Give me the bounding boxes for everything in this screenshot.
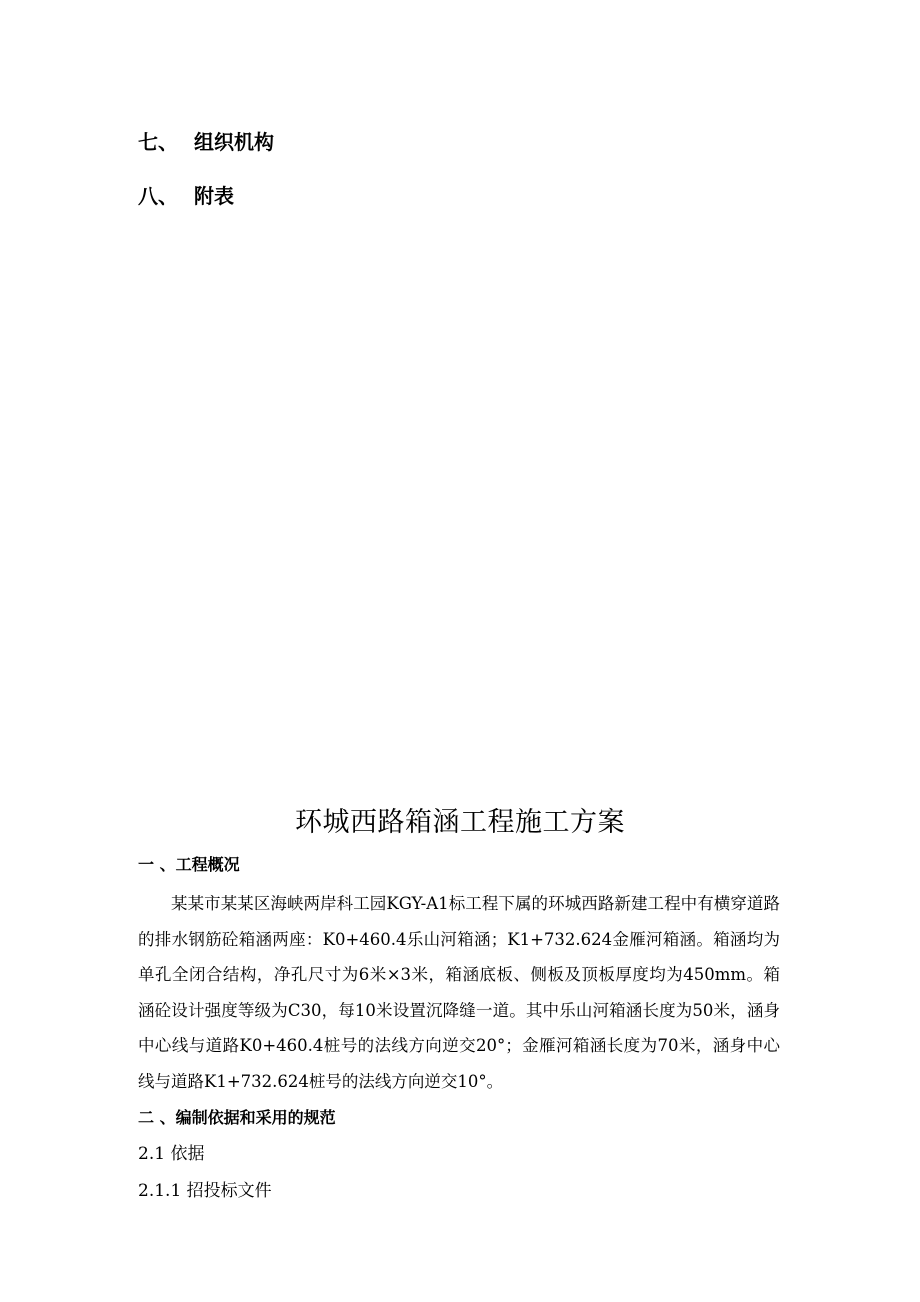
toc-label: 附表 xyxy=(194,184,234,208)
overview-paragraph: 某某市某某区海峡两岸科工园KGY-A1标工程下属的环城西路新建工程中有横穿道路的排水钢筋砼箱涵两座：K0+460.4乐山河箱涵；K1+732.624金雁河箱涵。箱涵均为单孔全闭合结构，净孔尺寸为6米×3米，箱涵底板、侧板及顶板厚度均为450mm。箱涵砼设计强度等级为C30，每10米设置沉降缝一道。其中乐山河箱涵长度为50米，涵身中心线与道路K0+460.4桩号的法线方向逆交20°；金雁河箱涵长度为70米，涵身中心线与道路K1+732.624桩号的法线方向逆交10°。 xyxy=(138,894,780,1091)
section-heading-basis: 二 、编制依据和采用的规范 xyxy=(138,1108,336,1127)
subsection-tender-docs: 2.1.1 招投标文件 xyxy=(138,1181,272,1201)
toc-number: 八、 xyxy=(138,184,178,208)
section-heading-overview: 一 、工程概况 xyxy=(138,855,240,874)
toc-item-organization xyxy=(138,129,274,155)
toc-label: 组织机构 xyxy=(194,130,274,154)
toc-item-appendix xyxy=(138,183,234,209)
document-title: 环城西路箱涵工程施工方案 xyxy=(295,807,625,838)
toc-number: 七、 xyxy=(138,130,178,154)
subsection-basis: 2.1 依据 xyxy=(138,1144,205,1164)
